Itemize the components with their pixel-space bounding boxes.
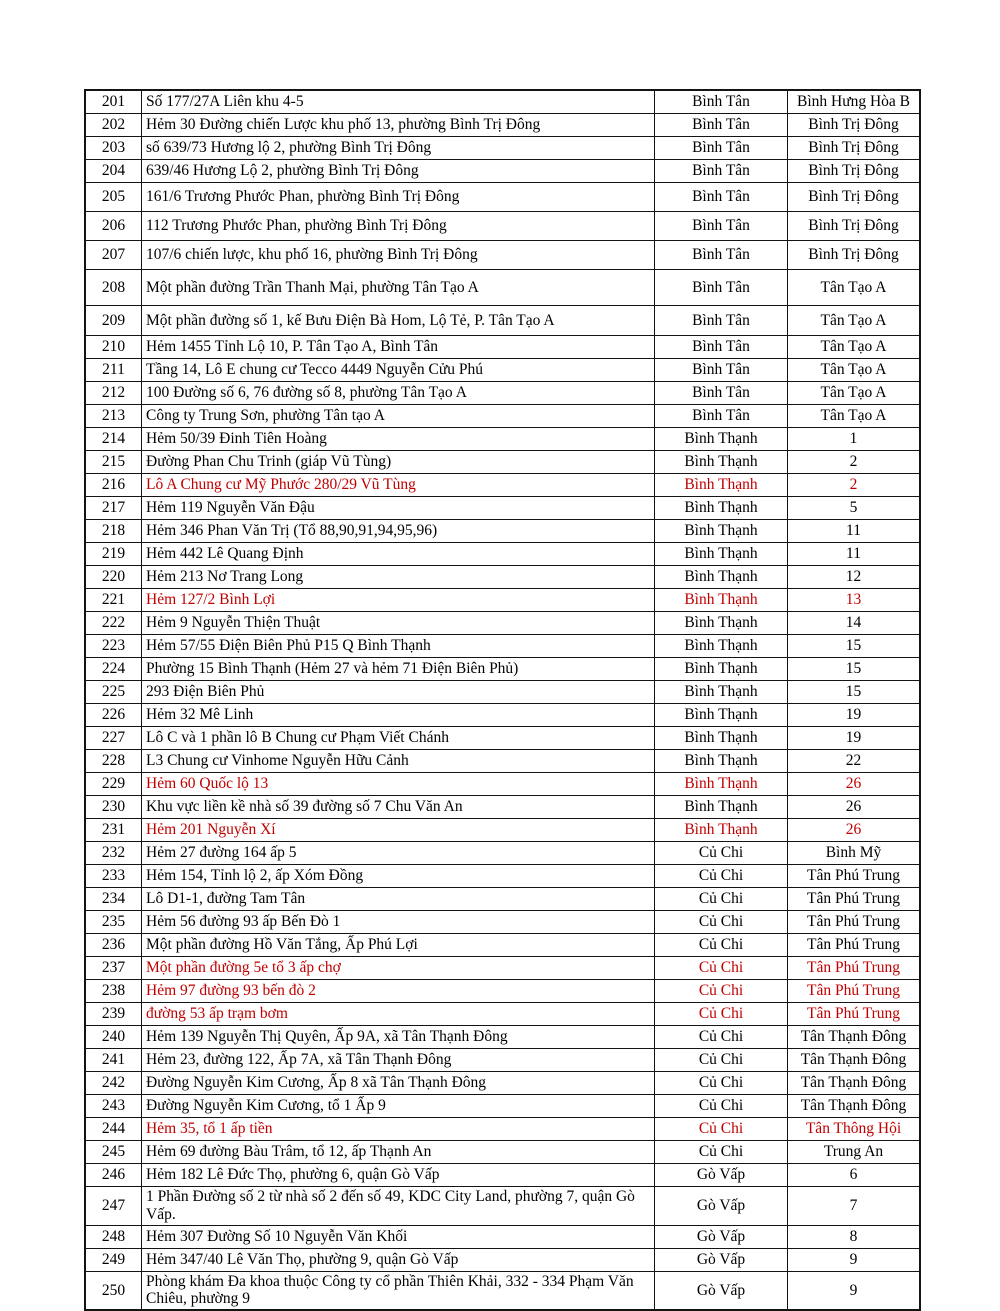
address-cell: Một phần đường Trần Thanh Mại, phường Tân Tạo A: [142, 270, 655, 306]
ward-cell: 26: [788, 773, 921, 796]
address-cell: 161/6 Trương Phước Phan, phường Bình Trị Đông: [142, 183, 655, 212]
table-row: [85, 428, 920, 451]
ward-cell: 2: [788, 474, 921, 497]
ward-cell: Tân Tạo A: [788, 336, 921, 359]
table-row: [85, 160, 920, 183]
row-number-cell: 211: [85, 359, 142, 382]
ward-cell: Bình Trị Đông: [788, 183, 921, 212]
table-row: [85, 359, 920, 382]
row-number-cell: 210: [85, 336, 142, 359]
table-row: [85, 1026, 920, 1049]
address-cell: Hẻm 139 Nguyễn Thị Quyên, Ấp 9A, xã Tân Thạnh Đông: [142, 1026, 655, 1049]
row-number-cell: 240: [85, 1026, 142, 1049]
address-cell: Công ty Trung Sơn, phường Tân tạo A: [142, 405, 655, 428]
district-cell: Bình Thạnh: [655, 773, 788, 796]
address-cell: Hẻm 35, tổ 1 ấp tiền: [142, 1118, 655, 1141]
row-number-cell: 234: [85, 888, 142, 911]
address-cell: Hẻm 32 Mê Linh: [142, 704, 655, 727]
district-cell: Bình Thạnh: [655, 635, 788, 658]
address-cell: số 639/73 Hương lộ 2, phường Bình Trị Đông: [142, 137, 655, 160]
table-row: [85, 704, 920, 727]
ward-cell: Tân Phú Trung: [788, 865, 921, 888]
district-cell: Bình Tân: [655, 359, 788, 382]
district-cell: Bình Thạnh: [655, 704, 788, 727]
row-number-cell: 241: [85, 1049, 142, 1072]
table-row: [85, 1164, 920, 1187]
row-number-cell: 244: [85, 1118, 142, 1141]
table-row: [85, 114, 920, 137]
table-row: [85, 750, 920, 773]
ward-cell: Tân Tạo A: [788, 382, 921, 405]
address-cell: 100 Đường số 6, 76 đường số 8, phường Tân Tạo A: [142, 382, 655, 405]
district-cell: Củ Chi: [655, 1003, 788, 1026]
ward-cell: 26: [788, 819, 921, 842]
district-cell: Bình Thạnh: [655, 543, 788, 566]
ward-cell: Tân Tạo A: [788, 359, 921, 382]
table-row: [85, 1049, 920, 1072]
address-cell: 293 Điện Biên Phủ: [142, 681, 655, 704]
address-cell: Hẻm 346 Phan Văn Trị (Tổ 88,90,91,94,95,96): [142, 520, 655, 543]
row-number-cell: 242: [85, 1072, 142, 1095]
row-number-cell: 202: [85, 114, 142, 137]
row-number-cell: 250: [85, 1271, 142, 1310]
address-cell: 639/46 Hương Lộ 2, phường Bình Trị Đông: [142, 160, 655, 183]
district-cell: Củ Chi: [655, 934, 788, 957]
district-cell: Bình Thạnh: [655, 727, 788, 750]
address-cell: Lô D1-1, đường Tam Tân: [142, 888, 655, 911]
table-row: [85, 1141, 920, 1164]
district-cell: Bình Tân: [655, 90, 788, 114]
address-cell: Hẻm 442 Lê Quang Định: [142, 543, 655, 566]
district-cell: Bình Tân: [655, 306, 788, 336]
table-row: [85, 497, 920, 520]
table-row: [85, 796, 920, 819]
row-number-cell: 207: [85, 241, 142, 270]
district-cell: Gò Vấp: [655, 1164, 788, 1187]
district-cell: Củ Chi: [655, 957, 788, 980]
row-number-cell: 249: [85, 1248, 142, 1271]
ward-cell: 12: [788, 566, 921, 589]
district-cell: Củ Chi: [655, 980, 788, 1003]
table-row: [85, 819, 920, 842]
ward-cell: Tân Thạnh Đông: [788, 1026, 921, 1049]
row-number-cell: 226: [85, 704, 142, 727]
ward-cell: Bình Trị Đông: [788, 160, 921, 183]
district-cell: Bình Thạnh: [655, 819, 788, 842]
table-row: [85, 842, 920, 865]
ward-cell: 14: [788, 612, 921, 635]
ward-cell: Tân Phú Trung: [788, 1003, 921, 1026]
district-cell: Bình Thạnh: [655, 681, 788, 704]
table-row: [85, 270, 920, 306]
district-cell: Bình Tân: [655, 114, 788, 137]
table-row: [85, 635, 920, 658]
table-row: [85, 382, 920, 405]
district-cell: Củ Chi: [655, 865, 788, 888]
table-row: [85, 1248, 920, 1271]
district-cell: Bình Tân: [655, 336, 788, 359]
ward-cell: Tân Thông Hội: [788, 1118, 921, 1141]
district-cell: Gò Vấp: [655, 1187, 788, 1226]
address-cell: Hẻm 57/55 Điện Biên Phủ P15 Q Bình Thạnh: [142, 635, 655, 658]
district-cell: Bình Tân: [655, 183, 788, 212]
address-cell: 107/6 chiến lược, khu phố 16, phường Bình Trị Đông: [142, 241, 655, 270]
address-cell: Một phần đường số 1, kế Bưu Điện Bà Hom, Lộ Tẻ, P. Tân Tạo A: [142, 306, 655, 336]
table-row: [85, 566, 920, 589]
table-row: [85, 1095, 920, 1118]
ward-cell: 9: [788, 1271, 921, 1310]
address-cell: Hẻm 201 Nguyễn Xí: [142, 819, 655, 842]
table-row: [85, 888, 920, 911]
ward-cell: 11: [788, 543, 921, 566]
table-row: [85, 474, 920, 497]
address-cell: Hẻm 30 Đường chiến Lược khu phố 13, phường Bình Trị Đông: [142, 114, 655, 137]
table-row: [85, 137, 920, 160]
row-number-cell: 204: [85, 160, 142, 183]
district-cell: Bình Tân: [655, 382, 788, 405]
table-row: [85, 911, 920, 934]
district-cell: Củ Chi: [655, 1141, 788, 1164]
row-number-cell: 233: [85, 865, 142, 888]
row-number-cell: 203: [85, 137, 142, 160]
row-number-cell: 223: [85, 635, 142, 658]
row-number-cell: 232: [85, 842, 142, 865]
address-cell: Một phần đường 5e tổ 3 ấp chợ: [142, 957, 655, 980]
row-number-cell: 227: [85, 727, 142, 750]
ward-cell: Tân Tạo A: [788, 270, 921, 306]
address-cell: Hẻm 97 đường 93 bến đò 2: [142, 980, 655, 1003]
address-cell: Phòng khám Đa khoa thuộc Công ty cổ phần Thiên Khải, 332 - 334 Phạm Văn Chiêu, phường 9: [142, 1271, 655, 1310]
district-cell: Bình Thạnh: [655, 796, 788, 819]
ward-cell: 11: [788, 520, 921, 543]
row-number-cell: 248: [85, 1225, 142, 1248]
row-number-cell: 218: [85, 520, 142, 543]
address-cell: 1 Phần Đường số 2 từ nhà số 2 đến số 49, KDC City Land, phường 7, quận Gò Vấp.: [142, 1187, 655, 1226]
ward-cell: Tân Phú Trung: [788, 888, 921, 911]
row-number-cell: 236: [85, 934, 142, 957]
table-row: [85, 1187, 920, 1226]
district-cell: Bình Thạnh: [655, 497, 788, 520]
district-cell: Bình Tân: [655, 405, 788, 428]
address-cell: Hẻm 1455 Tỉnh Lộ 10, P. Tân Tạo A, Bình Tân: [142, 336, 655, 359]
district-cell: Bình Thạnh: [655, 612, 788, 635]
row-number-cell: 224: [85, 658, 142, 681]
row-number-cell: 215: [85, 451, 142, 474]
address-cell: Phường 15 Bình Thạnh (Hẻm 27 và hẻm 71 Điện Biên Phủ): [142, 658, 655, 681]
table-row: [85, 543, 920, 566]
district-cell: Gò Vấp: [655, 1248, 788, 1271]
ward-cell: Tân Tạo A: [788, 306, 921, 336]
row-number-cell: 235: [85, 911, 142, 934]
ward-cell: Tân Thạnh Đông: [788, 1072, 921, 1095]
address-cell: Hẻm 154, Tỉnh lộ 2, ấp Xóm Đồng: [142, 865, 655, 888]
ward-cell: 8: [788, 1225, 921, 1248]
ward-cell: Bình Hưng Hòa B: [788, 90, 921, 114]
ward-cell: Bình Mỹ: [788, 842, 921, 865]
row-number-cell: 201: [85, 90, 142, 114]
ward-cell: Tân Thạnh Đông: [788, 1095, 921, 1118]
ward-cell: Tân Phú Trung: [788, 911, 921, 934]
table-row: [85, 1118, 920, 1141]
address-cell: Hẻm 69 đường Bàu Trâm, tổ 12, ấp Thạnh An: [142, 1141, 655, 1164]
address-cell: L3 Chung cư Vinhome Nguyễn Hữu Cảnh: [142, 750, 655, 773]
ward-cell: 22: [788, 750, 921, 773]
address-cell: Lô A Chung cư Mỹ Phước 280/29 Vũ Tùng: [142, 474, 655, 497]
district-cell: Bình Thạnh: [655, 566, 788, 589]
ward-cell: 1: [788, 428, 921, 451]
address-cell: Hẻm 56 đường 93 ấp Bến Đò 1: [142, 911, 655, 934]
district-cell: Củ Chi: [655, 888, 788, 911]
row-number-cell: 213: [85, 405, 142, 428]
row-number-cell: 246: [85, 1164, 142, 1187]
district-cell: Gò Vấp: [655, 1271, 788, 1310]
district-cell: Gò Vấp: [655, 1225, 788, 1248]
ward-cell: Bình Trị Đông: [788, 212, 921, 241]
address-cell: Đường Nguyễn Kim Cương, tổ 1 Ấp 9: [142, 1095, 655, 1118]
row-number-cell: 221: [85, 589, 142, 612]
table-row: [85, 865, 920, 888]
district-cell: Bình Thạnh: [655, 428, 788, 451]
district-cell: Bình Thạnh: [655, 658, 788, 681]
table-row: [85, 241, 920, 270]
district-cell: Củ Chi: [655, 1095, 788, 1118]
ward-cell: 9: [788, 1248, 921, 1271]
district-cell: Bình Thạnh: [655, 589, 788, 612]
district-cell: Củ Chi: [655, 911, 788, 934]
row-number-cell: 220: [85, 566, 142, 589]
table-row: [85, 90, 920, 114]
address-cell: Khu vực liền kề nhà số 39 đường số 7 Chu Văn An: [142, 796, 655, 819]
address-cell: Hẻm 60 Quốc lộ 13: [142, 773, 655, 796]
row-number-cell: 214: [85, 428, 142, 451]
district-cell: Củ Chi: [655, 1118, 788, 1141]
address-cell: Số 177/27A Liên khu 4-5: [142, 90, 655, 114]
district-cell: Củ Chi: [655, 1072, 788, 1095]
ward-cell: 26: [788, 796, 921, 819]
district-cell: Bình Tân: [655, 212, 788, 241]
address-cell: Hẻm 23, đường 122, Ấp 7A, xã Tân Thạnh Đông: [142, 1049, 655, 1072]
table-row: [85, 957, 920, 980]
table-row: [85, 727, 920, 750]
ward-cell: Bình Trị Đông: [788, 114, 921, 137]
row-number-cell: 216: [85, 474, 142, 497]
district-cell: Củ Chi: [655, 1049, 788, 1072]
table-row: [85, 658, 920, 681]
ward-cell: 13: [788, 589, 921, 612]
table-row: [85, 773, 920, 796]
district-cell: Bình Tân: [655, 137, 788, 160]
row-number-cell: 228: [85, 750, 142, 773]
table-row: [85, 451, 920, 474]
address-cell: Hẻm 347/40 Lê Văn Thọ, phường 9, quận Gò Vấp: [142, 1248, 655, 1271]
ward-cell: Tân Tạo A: [788, 405, 921, 428]
table-row: [85, 336, 920, 359]
district-cell: Bình Thạnh: [655, 750, 788, 773]
row-number-cell: 237: [85, 957, 142, 980]
address-cell: Hẻm 119 Nguyễn Văn Đậu: [142, 497, 655, 520]
ward-cell: Bình Trị Đông: [788, 137, 921, 160]
ward-cell: Bình Trị Đông: [788, 241, 921, 270]
address-cell: Hẻm 27 đường 164 ấp 5: [142, 842, 655, 865]
district-cell: Bình Tân: [655, 160, 788, 183]
table-row: [85, 589, 920, 612]
district-cell: Củ Chi: [655, 842, 788, 865]
table-row: [85, 212, 920, 241]
row-number-cell: 212: [85, 382, 142, 405]
ward-cell: Tân Thạnh Đông: [788, 1049, 921, 1072]
address-cell: Hẻm 182 Lê Đức Thọ, phường 6, quận Gò Vấp: [142, 1164, 655, 1187]
address-cell: Hẻm 213 Nơ Trang Long: [142, 566, 655, 589]
row-number-cell: 243: [85, 1095, 142, 1118]
row-number-cell: 209: [85, 306, 142, 336]
address-cell: Tầng 14, Lô E chung cư Tecco 4449 Nguyễn Cửu Phú: [142, 359, 655, 382]
district-cell: Bình Thạnh: [655, 520, 788, 543]
table-row: [85, 681, 920, 704]
address-cell: Đường Phan Chu Trinh (giáp Vũ Tùng): [142, 451, 655, 474]
district-cell: Bình Tân: [655, 270, 788, 306]
row-number-cell: 239: [85, 1003, 142, 1026]
ward-cell: 5: [788, 497, 921, 520]
district-cell: Bình Thạnh: [655, 451, 788, 474]
row-number-cell: 247: [85, 1187, 142, 1226]
address-cell: Hẻm 307 Đường Số 10 Nguyễn Văn Khối: [142, 1225, 655, 1248]
row-number-cell: 238: [85, 980, 142, 1003]
row-number-cell: 219: [85, 543, 142, 566]
row-number-cell: 225: [85, 681, 142, 704]
ward-cell: 15: [788, 681, 921, 704]
table-row: [85, 1072, 920, 1095]
ward-cell: Tân Phú Trung: [788, 957, 921, 980]
district-cell: Củ Chi: [655, 1026, 788, 1049]
row-number-cell: 222: [85, 612, 142, 635]
district-cell: Bình Thạnh: [655, 474, 788, 497]
table-row: [85, 1271, 920, 1310]
address-cell: Hẻm 50/39 Đinh Tiên Hoàng: [142, 428, 655, 451]
row-number-cell: 231: [85, 819, 142, 842]
row-number-cell: 230: [85, 796, 142, 819]
ward-cell: Trung An: [788, 1141, 921, 1164]
table-row: [85, 1225, 920, 1248]
table-body: [85, 90, 920, 1310]
address-cell: Một phần đường Hồ Văn Tắng, Ấp Phú Lợi: [142, 934, 655, 957]
row-number-cell: 208: [85, 270, 142, 306]
ward-cell: 15: [788, 635, 921, 658]
ward-cell: 6: [788, 1164, 921, 1187]
table-row: [85, 520, 920, 543]
row-number-cell: 217: [85, 497, 142, 520]
district-cell: Bình Tân: [655, 241, 788, 270]
row-number-cell: 245: [85, 1141, 142, 1164]
row-number-cell: 229: [85, 773, 142, 796]
table-row: [85, 980, 920, 1003]
table-row: [85, 612, 920, 635]
ward-cell: 19: [788, 727, 921, 750]
ward-cell: 15: [788, 658, 921, 681]
ward-cell: Tân Phú Trung: [788, 934, 921, 957]
address-cell: Lô C và 1 phần lô B Chung cư Phạm Viết Chánh: [142, 727, 655, 750]
address-table: [84, 89, 921, 1311]
address-cell: Hẻm 127/2 Bình Lợi: [142, 589, 655, 612]
table-row: [85, 306, 920, 336]
ward-cell: 19: [788, 704, 921, 727]
table-row: [85, 1003, 920, 1026]
ward-cell: 7: [788, 1187, 921, 1226]
table-row: [85, 405, 920, 428]
ward-cell: Tân Phú Trung: [788, 980, 921, 1003]
ward-cell: 2: [788, 451, 921, 474]
address-cell: 112 Trương Phước Phan, phường Bình Trị Đông: [142, 212, 655, 241]
row-number-cell: 206: [85, 212, 142, 241]
address-cell: Hẻm 9 Nguyễn Thiện Thuật: [142, 612, 655, 635]
table-row: [85, 934, 920, 957]
address-cell: đường 53 ấp trạm bơm: [142, 1003, 655, 1026]
table-row: [85, 183, 920, 212]
address-cell: Đường Nguyễn Kim Cương, Ấp 8 xã Tân Thạnh Đông: [142, 1072, 655, 1095]
row-number-cell: 205: [85, 183, 142, 212]
